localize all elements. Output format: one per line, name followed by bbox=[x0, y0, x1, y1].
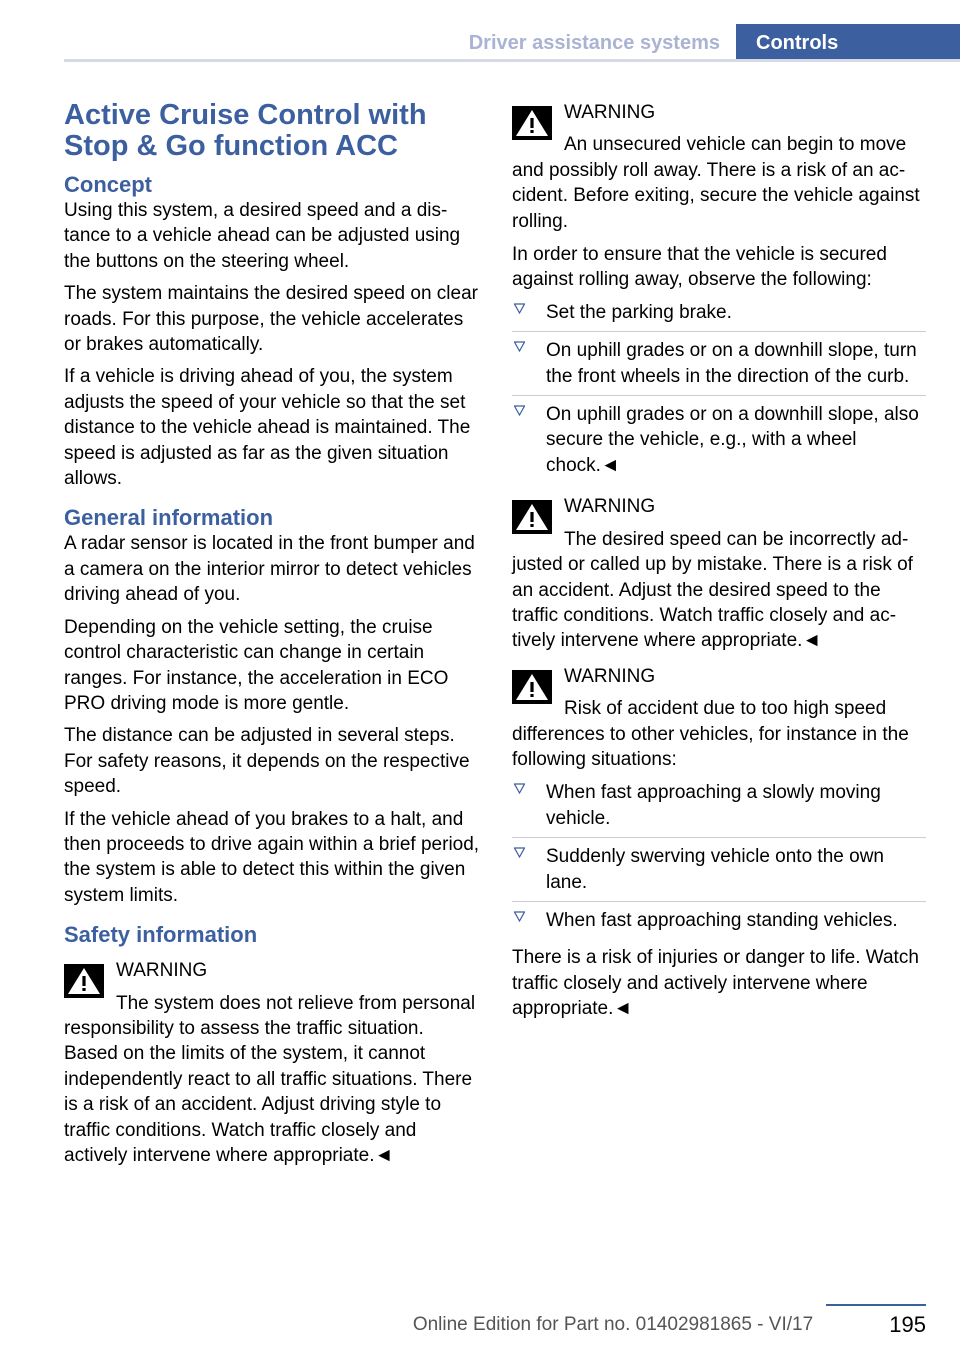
concept-paragraph: Using this system, a desired speed and a distance to a vehicle ahead can be adjusted using the buttons on the steering wheel. bbox=[64, 200, 461, 272]
triangle-bullet-icon bbox=[514, 911, 525, 922]
warning-triangle-icon bbox=[512, 500, 552, 534]
secure-intro: In order to ensure that the vehicle is secured against rolling away, observe the following: bbox=[512, 244, 887, 291]
triangle-bullet-icon bbox=[514, 847, 525, 858]
list-item-text: On uphill grades or on a downhill slope, also secure the vehicle, e.g., with a wheel chock.◄ bbox=[546, 404, 919, 476]
triangle-bullet-icon bbox=[514, 303, 525, 314]
warning-label: WARNING bbox=[564, 102, 656, 123]
closing-paragraph: There is a risk of injuries or danger to life. Watch traffic closely and actively intervene where appropriate.◄ bbox=[512, 947, 919, 1020]
warning-triangle-icon bbox=[64, 964, 104, 998]
safety-information-heading: Safety information bbox=[64, 922, 258, 948]
warning-text: Risk of accident due to too high speed differences to other vehicles, for instance in the following situations: bbox=[512, 698, 909, 770]
list-item bbox=[512, 837, 926, 901]
warning-label: WARNING bbox=[564, 665, 656, 687]
footer-edition: Online Edition for Part no. 01402981865 - VI/17 bbox=[412, 1314, 814, 1335]
list-item bbox=[512, 901, 926, 939]
warning-block bbox=[512, 100, 926, 234]
triangle-bullet-icon bbox=[514, 783, 525, 794]
list-item bbox=[512, 780, 926, 837]
warning-label: WARNING bbox=[564, 496, 656, 518]
general-paragraph: Depending on the vehicle setting, the cruise control characteristic can change in certain ranges. For instance, the acceleration in ECO PRO driving mode is more gentle. bbox=[64, 616, 449, 714]
general-paragraph: If the vehicle ahead of you brakes to a halt, and then proceeds to drive again within a brief period, the system is able to detect this within the given system limits. bbox=[64, 808, 480, 906]
warning-label: WARNING bbox=[116, 960, 208, 982]
warning-block bbox=[64, 958, 482, 1168]
list-item bbox=[512, 300, 926, 331]
list-item-text: When fast approaching standing vehicles. bbox=[546, 909, 898, 931]
concept-heading: Concept bbox=[64, 172, 152, 197]
concept-paragraph: If a vehicle is driving ahead of you, the system adjusts the speed of your vehicle so that the set distance to the vehicle ahead is maintained. The speed is adjusted as far as the given situation allows. bbox=[64, 366, 471, 490]
page-header bbox=[64, 24, 960, 62]
general-paragraph: A radar sensor is located in the front bumper and a camera on the interior mirror to detect vehicles driving ahead of you. bbox=[64, 533, 475, 606]
list-item-text: Set the parking brake. bbox=[546, 301, 732, 323]
page-title: Active Cruise Control with Stop & Go function ACC bbox=[64, 99, 427, 162]
header-chapter-tab: Controls bbox=[736, 24, 960, 62]
left-column bbox=[64, 100, 482, 1176]
list-item-text: On uphill grades or on a downhill slope, turn the front wheels in the direction of the curb. bbox=[546, 340, 917, 387]
warning-triangle-icon bbox=[512, 670, 552, 704]
concept-paragraph: The system maintains the desired speed on clear roads. For this purpose, the vehicle accelerates or brakes automatically. bbox=[64, 283, 478, 356]
right-column bbox=[512, 100, 926, 1029]
list-item-text: When fast approaching a slowly moving vehicle. bbox=[546, 782, 881, 829]
list-item bbox=[512, 395, 926, 484]
page-number-rule bbox=[826, 1304, 926, 1306]
list-item-text: Suddenly swerving vehicle onto the own lane. bbox=[546, 846, 884, 893]
warning-triangle-icon bbox=[512, 106, 552, 140]
warning-text: The system does not relieve from personal responsibility to assess the traffic situation. Based on the limits of the system, it cannot independently react to all traffic situations. There is a risk of an accident. Adjust driving style to traffic conditions. Watch traffic closely and actively intervene where appropriate.◄ bbox=[64, 992, 476, 1166]
warning-text: The desired speed can be incorrectly adjusted or called up by mistake. There is a risk of an accident. Adjust the desired speed to the traffic conditions. Watch traffic closely and actively intervene where appropriate.◄ bbox=[512, 528, 913, 652]
triangle-bullet-icon bbox=[514, 405, 525, 416]
list-item bbox=[512, 331, 926, 395]
warning-block bbox=[512, 494, 926, 653]
header-rule bbox=[64, 59, 960, 62]
secure-list bbox=[512, 300, 926, 484]
warning-text: An unsecured vehicle can begin to move and possibly roll away. There is a risk of an accident. Before exiting, secure the vehicle against rolling. bbox=[512, 134, 920, 232]
situation-list bbox=[512, 780, 926, 939]
triangle-bullet-icon bbox=[514, 341, 525, 352]
header-section-title: Driver assistance systems bbox=[468, 32, 720, 54]
page-number: 195 bbox=[889, 1312, 926, 1337]
general-information-heading: General information bbox=[64, 505, 274, 531]
warning-block bbox=[512, 664, 926, 773]
general-paragraph: The distance can be adjusted in several steps. For safety reasons, it depends on the respective speed. bbox=[64, 725, 470, 798]
